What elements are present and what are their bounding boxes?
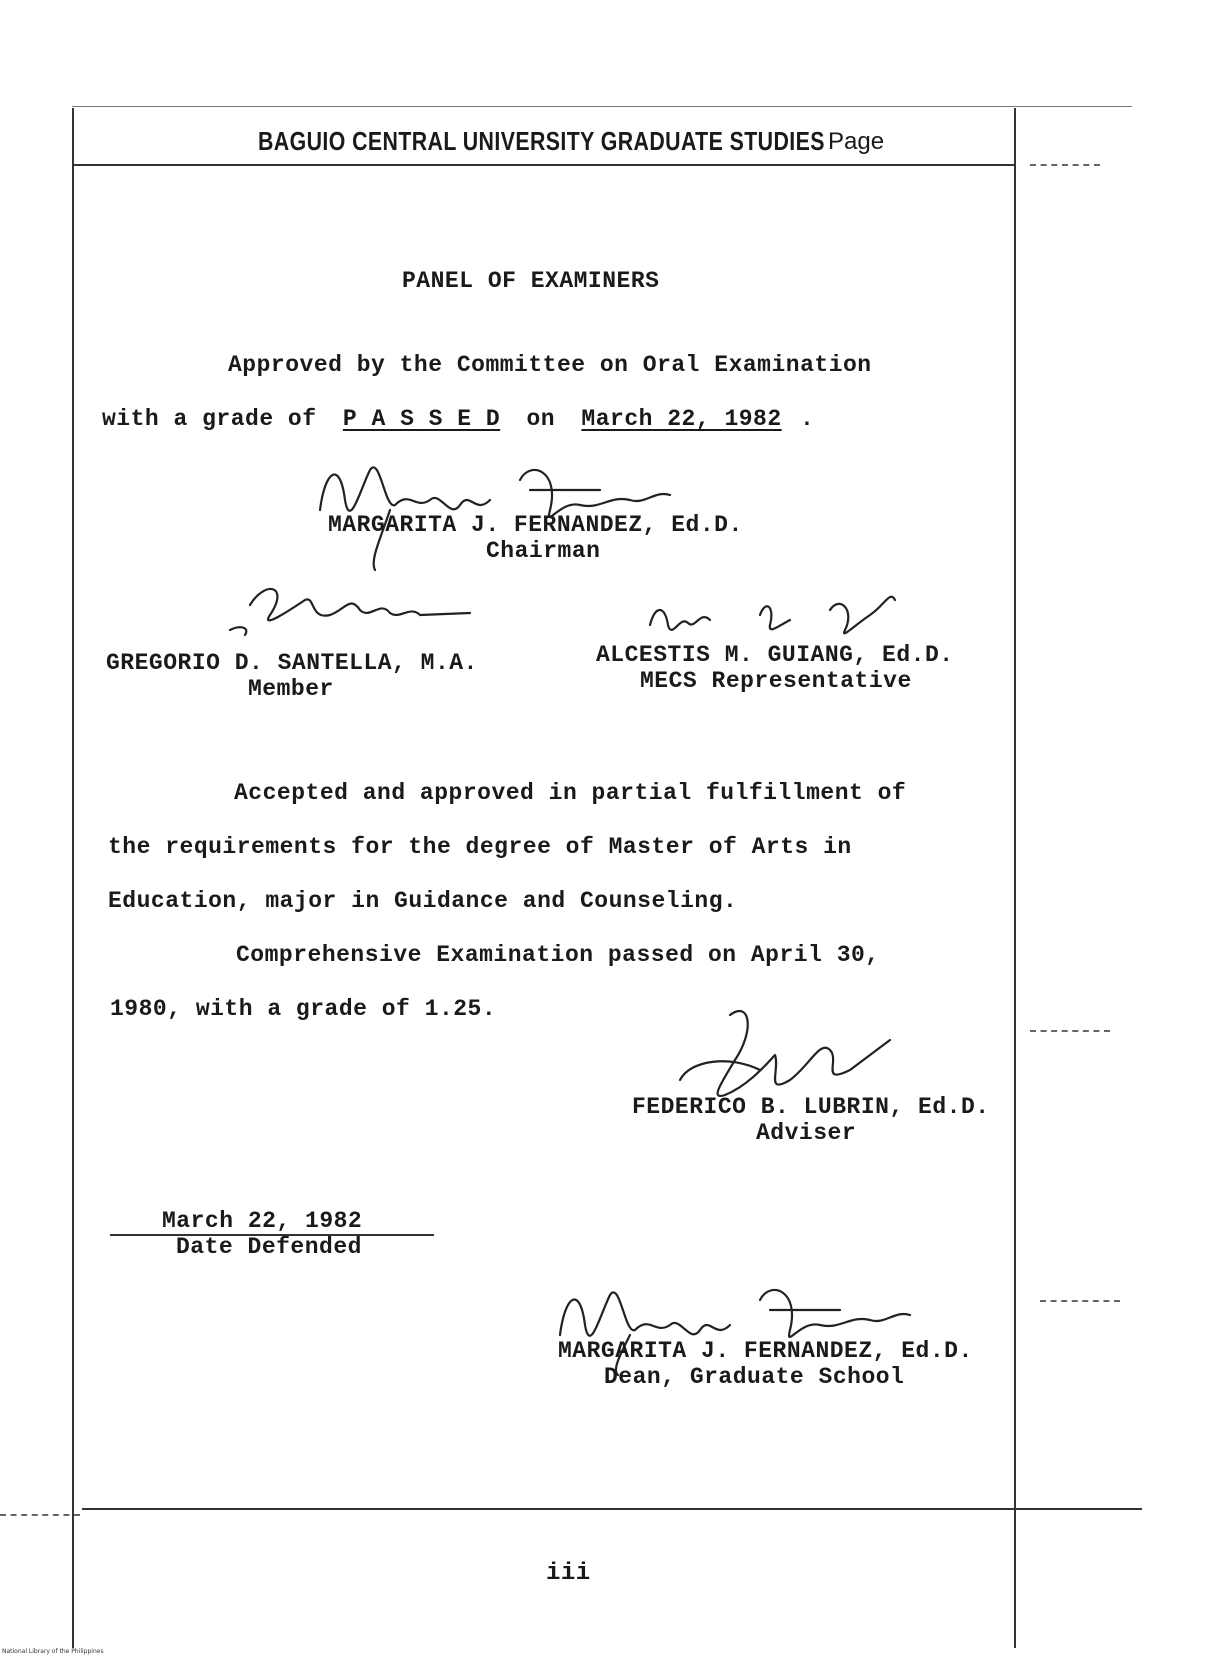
acceptance-line-1: Accepted and approved in partial fulfillment of [234, 780, 907, 806]
defense-date-value: March 22, 1982 [581, 406, 782, 432]
approval-line-2 [102, 406, 814, 432]
adviser-role: Adviser [756, 1120, 857, 1146]
acceptance-line-2: the requirements for the degree of Master of Arts in [108, 834, 852, 860]
margin-dash-right-1 [1030, 164, 1100, 166]
frame-right-border [1014, 108, 1016, 1648]
page-number: iii [546, 1560, 591, 1587]
representative-role: MECS Representative [640, 668, 912, 694]
member-signature [220, 575, 480, 645]
dean-name: MARGARITA J. FERNANDEZ, Ed.D. [558, 1338, 973, 1364]
adviser-name: FEDERICO B. LUBRIN, Ed.D. [632, 1094, 990, 1120]
comprehensive-line-1: Comprehensive Examination passed on April 30, [236, 942, 880, 968]
member-name: GREGORIO D. SANTELLA, M.A. [106, 650, 478, 676]
grade-value: P A S S E D [342, 406, 501, 432]
frame-left-border [72, 108, 74, 1648]
approval-period: . [799, 406, 815, 432]
header-rule [72, 164, 1016, 166]
chairman-role: Chairman [486, 538, 601, 564]
frame-top-rule [72, 106, 1132, 107]
dean-role: Dean, Graduate School [604, 1364, 905, 1390]
scan-footer-note: National Library of the Philippines [2, 1648, 104, 1655]
chairman-name: MARGARITA J. FERNANDEZ, Ed.D. [328, 512, 743, 538]
page-label: Page [828, 128, 885, 155]
date-defended-label: Date Defended [176, 1234, 362, 1260]
comprehensive-line-2: 1980, with a grade of 1.25. [110, 996, 497, 1022]
panel-title: PANEL OF EXAMINERS [402, 268, 660, 294]
approval-line-1: Approved by the Committee on Oral Examination [228, 352, 872, 378]
university-header: BAGUIO CENTRAL UNIVERSITY GRADUATE STUDIES [258, 126, 825, 156]
margin-dash-left [0, 1514, 80, 1516]
margin-dash-right-2 [1030, 1030, 1110, 1032]
grade-prefix: with a grade of [102, 406, 317, 432]
margin-dash-right-3 [1040, 1300, 1120, 1302]
date-defended-value: March 22, 1982 [162, 1208, 363, 1234]
representative-name: ALCESTIS M. GUIANG, Ed.D. [596, 642, 954, 668]
member-role: Member [248, 676, 334, 702]
footer-rule [82, 1508, 1142, 1510]
acceptance-line-3: Education, major in Guidance and Counseling. [108, 888, 738, 914]
on-word: on [526, 406, 556, 432]
